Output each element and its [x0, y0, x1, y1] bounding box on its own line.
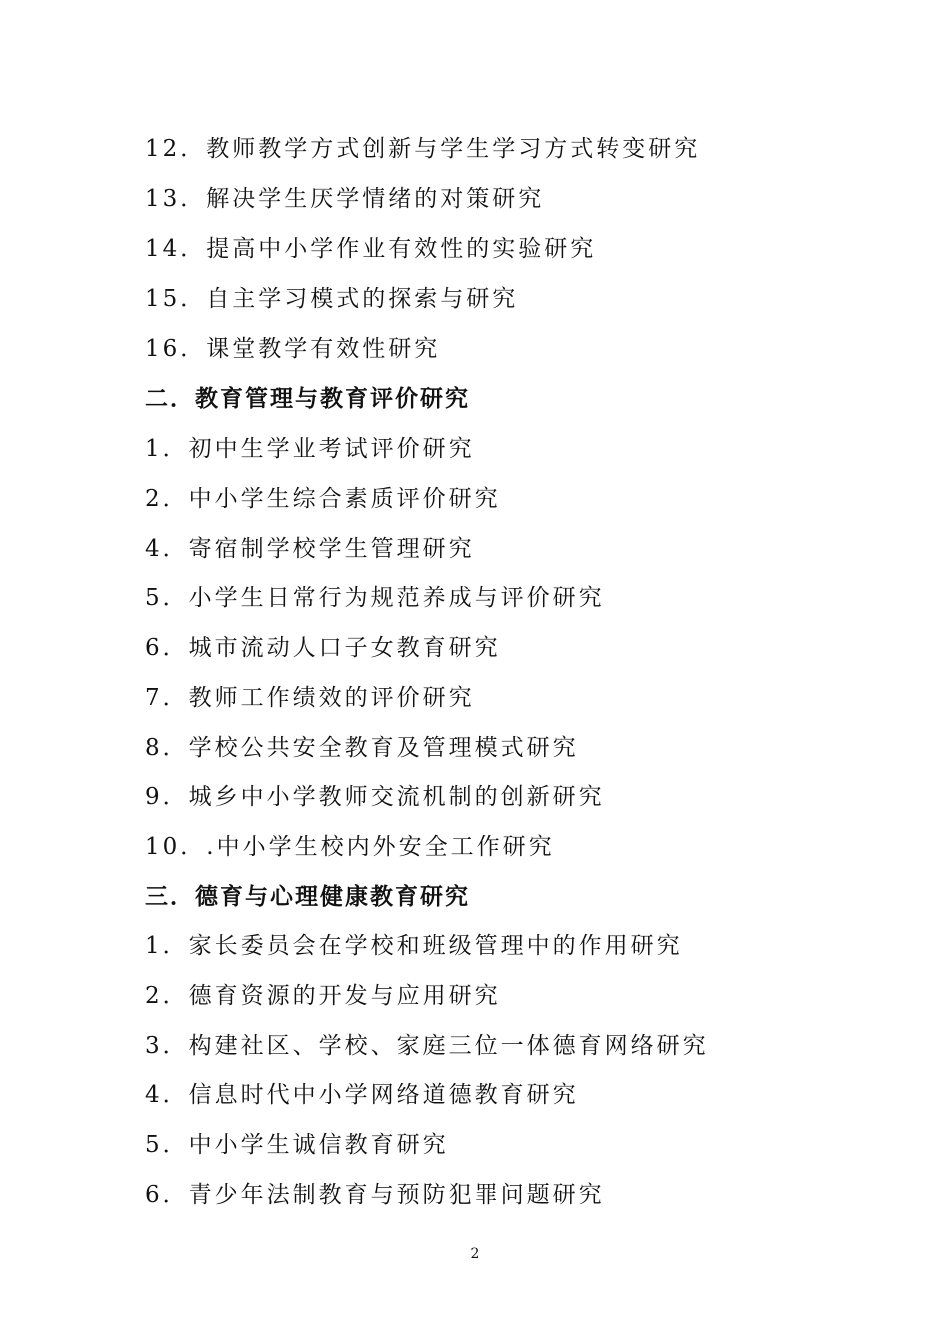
list-item: 1．家长委员会在学校和班级管理中的作用研究 — [145, 933, 683, 959]
list-item: 16．课堂教学有效性研究 — [145, 336, 441, 362]
list-item: 5．中小学生诚信教育研究 — [145, 1132, 449, 1158]
list-item: 2．德育资源的开发与应用研究 — [145, 983, 501, 1009]
list-item: 2．中小学生综合素质评价研究 — [145, 486, 501, 512]
list-item: 9．城乡中小学教师交流机制的创新研究 — [145, 784, 605, 810]
page-number: 2 — [470, 1246, 480, 1262]
list-item: 6．青少年法制教育与预防犯罪问题研究 — [145, 1182, 605, 1208]
list-item: 6．城市流动人口子女教育研究 — [145, 635, 501, 661]
list-item: 10．.中小学生校内外安全工作研究 — [145, 834, 555, 860]
list-item: 4．寄宿制学校学生管理研究 — [145, 536, 475, 562]
list-item: 1．初中生学业考试评价研究 — [145, 436, 475, 462]
list-item: 14．提高中小学作业有效性的实验研究 — [145, 236, 597, 262]
list-item: 8．学校公共安全教育及管理模式研究 — [145, 735, 579, 761]
list-item: 5．小学生日常行为规范养成与评价研究 — [145, 585, 605, 611]
list-item: 3．构建社区、学校、家庭三位一体德育网络研究 — [145, 1033, 709, 1059]
section-heading: 三．德育与心理健康教育研究 — [145, 883, 470, 910]
list-item: 4．信息时代中小学网络道德教育研究 — [145, 1082, 579, 1108]
section-heading: 二．教育管理与教育评价研究 — [145, 385, 470, 412]
list-item: 7．教师工作绩效的评价研究 — [145, 685, 475, 711]
list-item: 15．自主学习模式的探索与研究 — [145, 286, 519, 312]
list-item: 13．解决学生厌学情绪的对策研究 — [145, 186, 545, 212]
list-item: 12．教师教学方式创新与学生学习方式转变研究 — [145, 136, 701, 162]
